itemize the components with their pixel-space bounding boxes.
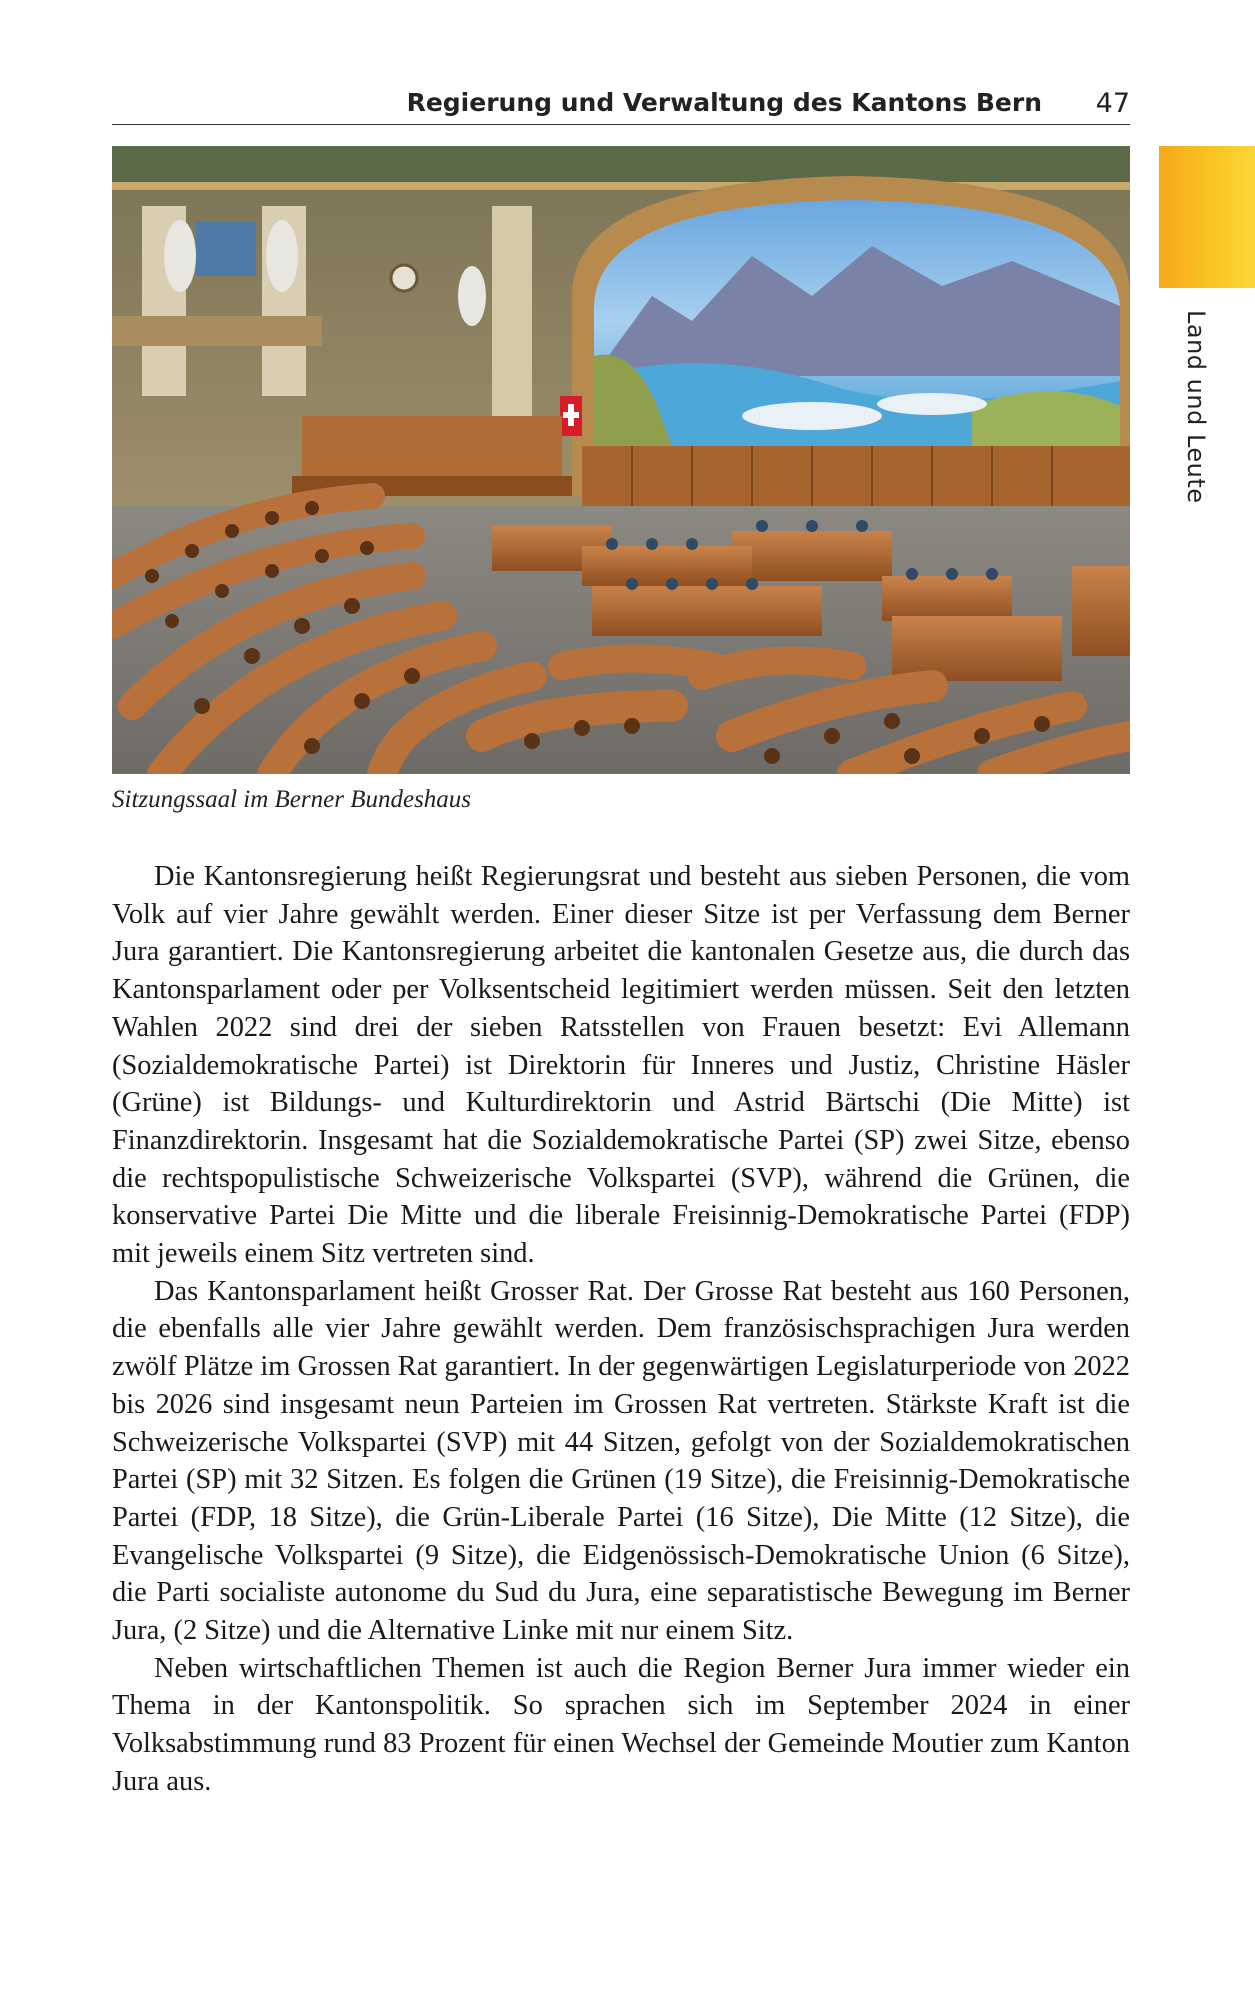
paragraph: Das Kantonsparlament heißt Grosser Rat. Der Grosse Rat besteht aus 160 Personen, die ebenfalls alle vier Jahre gewählt werden. Dem französischsprachigen Jura werden zwölf Plätze im Grossen Rat garantiert. In der gegenwärtigen Legislaturperiode von 2022 bis 2026 sind insgesamt neun Parteien im Grossen Rat vertreten. Stärkste Kraft ist die Schweizerische Volkspartei (SVP) mit 44 Sitzen, gefolgt von der Sozialdemokratischen Partei (SP) mit 32 Sitzen. Es folgen die Grünen (19 Sitze), die Freisinnig-Demokratische Partei (FDP, 18 Sitze), die Grün-Liberale Partei (16 Sitze), Die Mitte (12 Sitze), die Evangelische Volkspartei (9 Sitze), die Eidgenössisch-Demokratische Union (6 Sitze), die Parti socialiste autonome du Sud du Jura, eine separatistische Bewegung im Berner Jura, (2 Sitze) und die Alternative Linke mit nur einem Sitz. <box>112 1275 1130 1647</box>
figure-caption: Sitzungssaal im Berner Bundeshaus <box>112 786 472 813</box>
paragraph: Die Kantonsregierung heißt Regierungsrat und besteht aus sieben Personen, die vom Volk auf vier Jahre gewählt werden. Einer dieser Sitze ist per Verfassung dem Berner Jura garantiert. Die Kantonsregierung arbeitet die kantonalen Gesetze aus, die durch das Kantonsparlament oder per Volksentscheid legitimiert werden müssen. Seit den letzten Wahlen 2022 sind drei der sieben Ratsstellen von Frauen besetzt: Evi Allemann (Sozialdemokratische Partei) ist Direktorin für Inneres und Justiz, Christine Häsler (Grüne) ist Bildungs- und Kulturdirektorin und Astrid Bärtschi (Die Mitte) ist Finanzdirektorin. Insgesamt hat die Sozialdemokratische Partei (SP) zwei Sitze, ebenso die rechtspopulistische Schweizerische Volkspartei (SVP), während die Grünen, die konservative Partei Die Mitte und die liberale Freisinnig-Demokratische Partei (FDP) mit jeweils einem Sitz vertreten sind. <box>112 861 1130 1270</box>
body-text <box>112 858 1130 1801</box>
chapter-side-label: Land und Leute <box>1182 310 1210 504</box>
running-header <box>112 86 1130 125</box>
parliament-hall-photo <box>112 146 1130 774</box>
paragraph: Neben wirtschaftlichen Themen ist auch die Region Berner Jura immer wieder ein Thema in der Kantonspolitik. So sprachen sich im September 2024 in einer Volksabstimmung rund 83 Prozent für einen Wechsel der Gemeinde Moutier zum Kanton Jura aus. <box>112 1652 1130 1797</box>
page-number: 47 <box>1095 88 1130 119</box>
chapter-thumb-tab <box>1159 146 1255 288</box>
header-title: Regierung und Verwaltung des Kantons Bern <box>406 88 1042 117</box>
